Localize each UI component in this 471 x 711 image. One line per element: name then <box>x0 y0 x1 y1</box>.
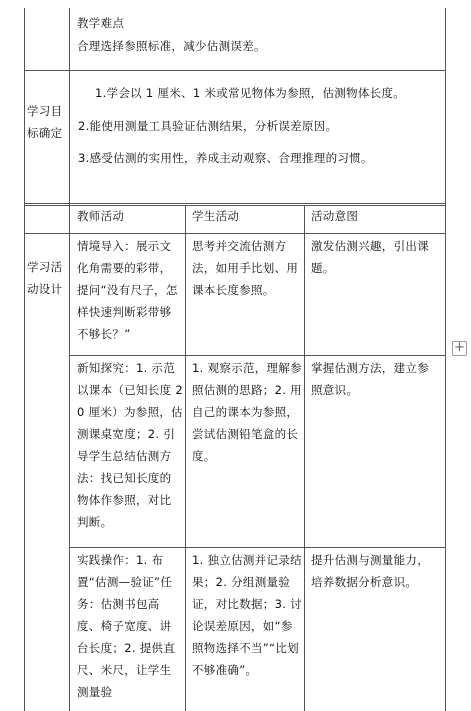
row-divider-objectives <box>24 70 446 71</box>
table-border-right <box>445 8 446 711</box>
objective-item-2: 2.能使用测量工具验证估测结果，分析误差原因。 <box>78 119 338 133</box>
row-divider-2 <box>69 547 446 548</box>
header-activity-intent: 活动意图 <box>311 209 359 223</box>
table-divider-teacher <box>185 205 186 711</box>
row-divider-1 <box>69 355 446 356</box>
table-divider-student <box>304 205 305 711</box>
difficulty-heading: 教学难点 <box>77 16 125 30</box>
objective-item-3: 3.感受估测的实用性，养成主动观察、合理推理的习惯。 <box>78 151 373 165</box>
row1-intent: 激发估测兴趣，引出课题。 <box>311 239 429 275</box>
row2-intent: 掌握估测方法，建立参照意识。 <box>311 361 429 397</box>
objectives-row-label: 学习目标确定 <box>27 104 63 140</box>
activities-row-label: 学习活动设计 <box>27 260 63 296</box>
row3-student: 1. 独立估测并记录结果；2. 分组测量验证，对比数据；3. 讨论误差原因，如“参照物选择不当”“比划不够准确”。 <box>192 553 302 677</box>
row3-intent: 提升估测与测量能力，培养数据分析意识。 <box>311 553 429 589</box>
row-divider-headers <box>24 233 446 234</box>
add-row-icon[interactable]: + <box>452 341 467 356</box>
row2-teacher: 新知探究：1. 示范以课本（已知长度 20 厘米）为参照，估测课桌宽度；2. 引导学生总结估测方法：找已知长度的物体作参照，对比判断。 <box>77 361 183 529</box>
difficulty-text: 合理选择参照标准，减少估测误差。 <box>77 39 266 53</box>
header-student-activity: 学生活动 <box>192 209 240 223</box>
row1-student: 思考并交流估测方法，如用手比划、用课本长度参照。 <box>192 239 299 297</box>
row1-teacher: 情境导入：展示文化角需要的彩带，提问“没有尺子，怎样快速判断彩带够不够长？” <box>77 239 178 341</box>
objective-item-1: 1.学会以 1 厘米、1 米或常见物体为参照，估测物体长度。 <box>95 86 406 100</box>
row3-teacher: 实践操作：1. 布置“估测—验证”任务：估测书包高度、椅子宽度、讲台长度；2. 提供直尺、米尺，让学生测量验 <box>77 553 176 699</box>
row2-student: 1. 观察示范，理解参照估测的思路；2. 用自己的课本为参照，尝试估测铅笔盒的长度。 <box>192 361 302 463</box>
header-teacher-activity: 教师活动 <box>77 209 125 223</box>
table-border-left <box>24 8 25 711</box>
